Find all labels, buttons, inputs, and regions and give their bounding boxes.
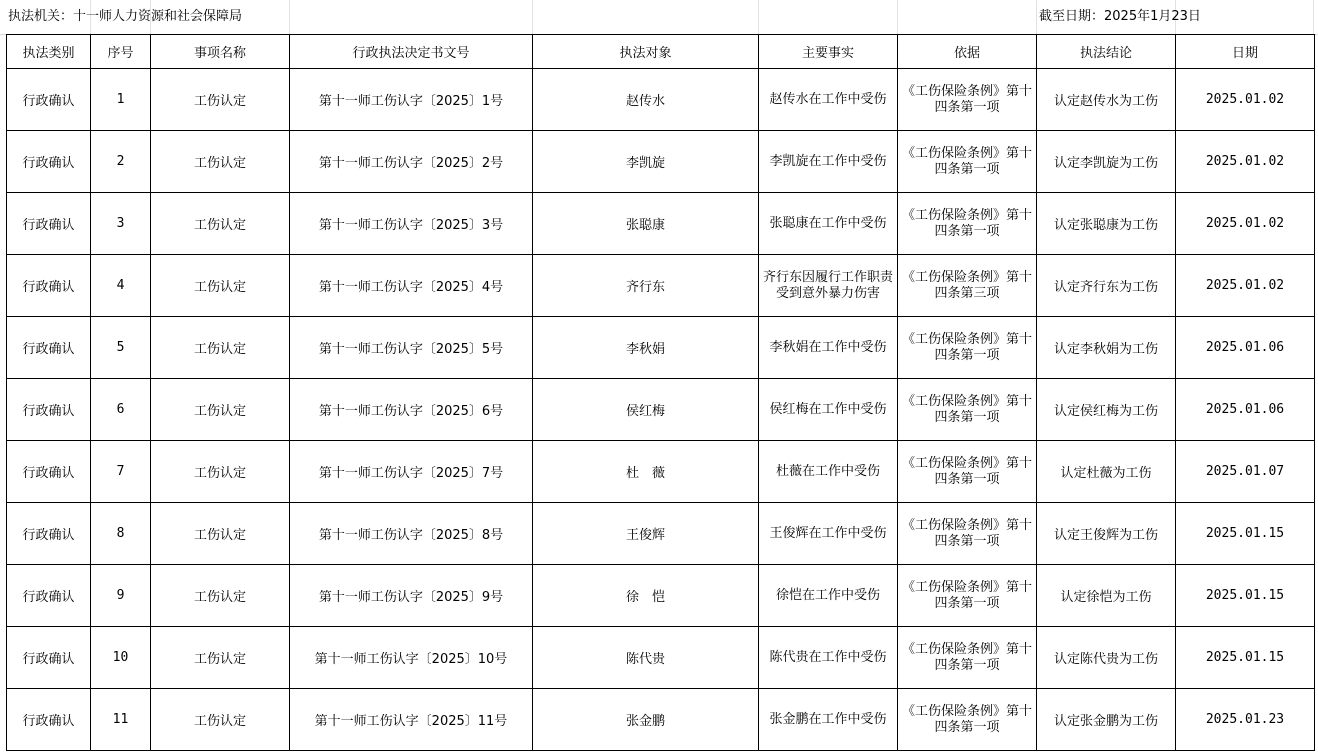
column-header-conclusion[interactable]: 执法结论 [1037, 35, 1176, 69]
enforcement-records-table [6, 34, 1315, 751]
cell-number[interactable]: 4 [91, 255, 151, 317]
cell-decision-number[interactable]: 第十一师工伤认字〔2025〕4号 [290, 255, 533, 317]
cell-category[interactable]: 行政确认 [7, 255, 91, 317]
cell-conclusion[interactable]: 认定陈代贵为工伤 [1037, 627, 1176, 689]
cell-item-name[interactable]: 工伤认定 [151, 689, 290, 751]
cell-date[interactable]: 2025.01.07 [1176, 441, 1315, 503]
column-header-subject[interactable]: 执法对象 [533, 35, 759, 69]
cell-subject[interactable]: 徐 恺 [533, 565, 759, 627]
cell-category[interactable]: 行政确认 [7, 689, 91, 751]
cell-legal-basis[interactable]: 《工伤保险条例》第十四条第一项 [898, 565, 1037, 627]
cell-item-name[interactable]: 工伤认定 [151, 379, 290, 441]
table-row [7, 627, 1315, 689]
cell-subject[interactable]: 张金鹏 [533, 689, 759, 751]
cell-item-name[interactable]: 工伤认定 [151, 131, 290, 193]
gridline [1036, 0, 1037, 34]
cell-main-facts[interactable]: 张聪康在工作中受伤 [759, 193, 898, 255]
cell-conclusion[interactable]: 认定徐恺为工伤 [1037, 565, 1176, 627]
cell-conclusion[interactable]: 认定侯红梅为工伤 [1037, 379, 1176, 441]
gridline [758, 0, 759, 34]
table-row [7, 565, 1315, 627]
table-row [7, 131, 1315, 193]
column-header-decision-number[interactable]: 行政执法决定书文号 [290, 35, 533, 69]
cell-legal-basis[interactable]: 《工伤保险条例》第十四条第一项 [898, 69, 1037, 131]
cell-main-facts[interactable]: 张金鹏在工作中受伤 [759, 689, 898, 751]
table-row [7, 255, 1315, 317]
cell-number[interactable]: 3 [91, 193, 151, 255]
cell-number[interactable]: 8 [91, 503, 151, 565]
cell-subject[interactable]: 杜 薇 [533, 441, 759, 503]
cell-category[interactable]: 行政确认 [7, 317, 91, 379]
cell-conclusion[interactable]: 认定张聪康为工伤 [1037, 193, 1176, 255]
table-row [7, 69, 1315, 131]
cell-date[interactable]: 2025.01.15 [1176, 503, 1315, 565]
cell-main-facts[interactable]: 徐恺在工作中受伤 [759, 565, 898, 627]
cell-legal-basis[interactable]: 《工伤保险条例》第十四条第一项 [898, 441, 1037, 503]
enforcement-agency-label: 执法机关：十一师人力资源和社会保障局 [8, 9, 243, 24]
gridline [289, 0, 290, 34]
cell-subject[interactable]: 王俊辉 [533, 503, 759, 565]
gridline [532, 0, 533, 34]
cell-category[interactable]: 行政确认 [7, 379, 91, 441]
cell-conclusion[interactable]: 认定王俊辉为工伤 [1037, 503, 1176, 565]
cell-main-facts[interactable]: 侯红梅在工作中受伤 [759, 379, 898, 441]
cell-number[interactable]: 10 [91, 627, 151, 689]
cell-legal-basis[interactable]: 《工伤保险条例》第十四条第一项 [898, 317, 1037, 379]
cell-decision-number[interactable]: 第十一师工伤认字〔2025〕1号 [290, 69, 533, 131]
cell-subject[interactable]: 李凯旋 [533, 131, 759, 193]
column-header-date[interactable]: 日期 [1176, 35, 1315, 69]
cell-category[interactable]: 行政确认 [7, 441, 91, 503]
cell-legal-basis[interactable]: 《工伤保险条例》第十四条第三项 [898, 255, 1037, 317]
column-header-item-name[interactable]: 事项名称 [151, 35, 290, 69]
cell-item-name[interactable]: 工伤认定 [151, 565, 290, 627]
column-header-category[interactable]: 执法类别 [7, 35, 91, 69]
cell-main-facts[interactable]: 杜薇在工作中受伤 [759, 441, 898, 503]
cell-conclusion[interactable]: 认定李秋娟为工伤 [1037, 317, 1176, 379]
cell-category[interactable]: 行政确认 [7, 131, 91, 193]
cell-category[interactable]: 行政确认 [7, 627, 91, 689]
cell-legal-basis[interactable]: 《工伤保险条例》第十四条第一项 [898, 627, 1037, 689]
cell-number[interactable]: 2 [91, 131, 151, 193]
cell-main-facts[interactable]: 陈代贵在工作中受伤 [759, 627, 898, 689]
cell-number[interactable]: 6 [91, 379, 151, 441]
cell-date[interactable]: 2025.01.15 [1176, 565, 1315, 627]
cell-date[interactable]: 2025.01.15 [1176, 627, 1315, 689]
cell-item-name[interactable]: 工伤认定 [151, 255, 290, 317]
cell-decision-number[interactable]: 第十一师工伤认字〔2025〕5号 [290, 317, 533, 379]
cell-conclusion[interactable]: 认定齐行东为工伤 [1037, 255, 1176, 317]
cell-item-name[interactable]: 工伤认定 [151, 193, 290, 255]
cell-item-name[interactable]: 工伤认定 [151, 69, 290, 131]
cell-legal-basis[interactable]: 《工伤保险条例》第十四条第一项 [898, 193, 1037, 255]
cell-date[interactable]: 2025.01.06 [1176, 317, 1315, 379]
cell-conclusion[interactable]: 认定赵传水为工伤 [1037, 69, 1176, 131]
column-header-number[interactable]: 序号 [91, 35, 151, 69]
cell-subject[interactable]: 齐行东 [533, 255, 759, 317]
cell-conclusion[interactable]: 认定张金鹏为工伤 [1037, 689, 1176, 751]
cell-decision-number[interactable]: 第十一师工伤认字〔2025〕8号 [290, 503, 533, 565]
cell-number[interactable]: 11 [91, 689, 151, 751]
cell-decision-number[interactable]: 第十一师工伤认字〔2025〕6号 [290, 379, 533, 441]
cell-main-facts[interactable]: 李秋娟在工作中受伤 [759, 317, 898, 379]
table-header-row [7, 35, 1315, 69]
cell-number[interactable]: 9 [91, 565, 151, 627]
cell-subject[interactable]: 侯红梅 [533, 379, 759, 441]
cell-main-facts[interactable]: 齐行东因履行工作职责受到意外暴力伤害 [759, 255, 898, 317]
cell-category[interactable]: 行政确认 [7, 69, 91, 131]
gridline [897, 0, 898, 34]
cell-decision-number[interactable]: 第十一师工伤认字〔2025〕11号 [290, 689, 533, 751]
cell-main-facts[interactable]: 赵传水在工作中受伤 [759, 69, 898, 131]
cell-subject[interactable]: 李秋娟 [533, 317, 759, 379]
cell-subject[interactable]: 陈代贵 [533, 627, 759, 689]
cell-legal-basis[interactable]: 《工伤保险条例》第十四条第一项 [898, 379, 1037, 441]
gridline [1313, 0, 1314, 34]
cell-legal-basis[interactable]: 《工伤保险条例》第十四条第一项 [898, 503, 1037, 565]
table-row [7, 503, 1315, 565]
table-row [7, 689, 1315, 751]
cell-category[interactable]: 行政确认 [7, 503, 91, 565]
cell-decision-number[interactable]: 第十一师工伤认字〔2025〕2号 [290, 131, 533, 193]
table-row [7, 317, 1315, 379]
cell-date[interactable]: 2025.01.02 [1176, 255, 1315, 317]
table-body [7, 69, 1315, 751]
table-row [7, 441, 1315, 503]
cell-subject[interactable]: 赵传水 [533, 69, 759, 131]
cell-item-name[interactable]: 工伤认定 [151, 441, 290, 503]
deadline-date-label: 截至日期：2025年1月23日 [1039, 9, 1201, 24]
cell-date[interactable]: 2025.01.23 [1176, 689, 1315, 751]
cell-conclusion[interactable]: 认定李凯旋为工伤 [1037, 131, 1176, 193]
cell-decision-number[interactable]: 第十一师工伤认字〔2025〕3号 [290, 193, 533, 255]
cell-decision-number[interactable]: 第十一师工伤认字〔2025〕7号 [290, 441, 533, 503]
table-row [7, 193, 1315, 255]
cell-subject[interactable]: 张聪康 [533, 193, 759, 255]
cell-main-facts[interactable]: 王俊辉在工作中受伤 [759, 503, 898, 565]
cell-decision-number[interactable]: 第十一师工伤认字〔2025〕9号 [290, 565, 533, 627]
cell-number[interactable]: 5 [91, 317, 151, 379]
cell-item-name[interactable]: 工伤认定 [151, 627, 290, 689]
cell-main-facts[interactable]: 李凯旋在工作中受伤 [759, 131, 898, 193]
cell-conclusion[interactable]: 认定杜薇为工伤 [1037, 441, 1176, 503]
cell-legal-basis[interactable]: 《工伤保险条例》第十四条第一项 [898, 689, 1037, 751]
cell-legal-basis[interactable]: 《工伤保险条例》第十四条第一项 [898, 131, 1037, 193]
cell-number[interactable]: 1 [91, 69, 151, 131]
cell-item-name[interactable]: 工伤认定 [151, 503, 290, 565]
cell-date[interactable]: 2025.01.02 [1176, 131, 1315, 193]
cell-category[interactable]: 行政确认 [7, 193, 91, 255]
table-row [7, 379, 1315, 441]
cell-decision-number[interactable]: 第十一师工伤认字〔2025〕10号 [290, 627, 533, 689]
column-header-legal-basis[interactable]: 依据 [898, 35, 1037, 69]
cell-category[interactable]: 行政确认 [7, 565, 91, 627]
sheet-meta-row [0, 0, 1318, 34]
column-header-main-facts[interactable]: 主要事实 [759, 35, 898, 69]
cell-date[interactable]: 2025.01.06 [1176, 379, 1315, 441]
cell-date[interactable]: 2025.01.02 [1176, 69, 1315, 131]
cell-item-name[interactable]: 工伤认定 [151, 317, 290, 379]
cell-date[interactable]: 2025.01.02 [1176, 193, 1315, 255]
cell-number[interactable]: 7 [91, 441, 151, 503]
